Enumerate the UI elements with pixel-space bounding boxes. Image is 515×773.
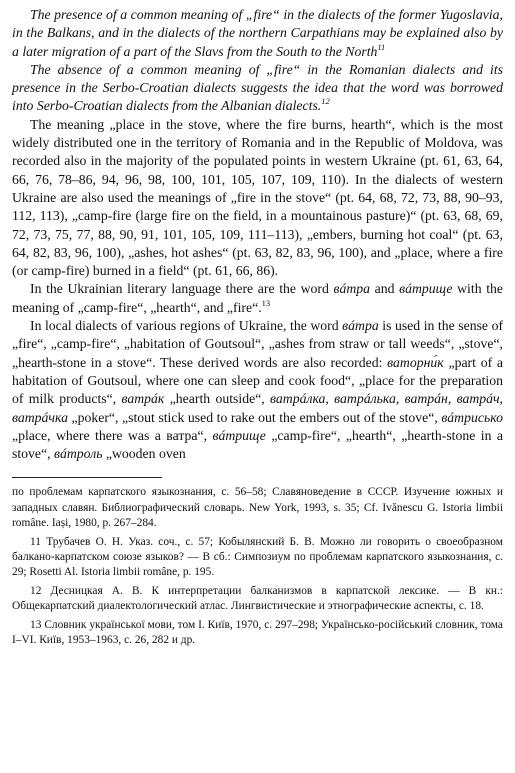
paragraph-albanian-borrowing: [12, 61, 503, 116]
footnote-text: Словник української мови, том I. Київ, 1970, с. 297–298; Українсько-російський словник, тома I–VI. Київ, 1953–1963, с. 26, 282 и др.: [12, 618, 503, 647]
footnote-13: [12, 618, 503, 649]
paragraph-text: and: [374, 281, 395, 297]
cyrillic-term: вáтрище: [212, 427, 266, 443]
cyrillic-term: вáтрисько: [441, 409, 503, 425]
paragraph-text: „part of a habitation of Goutsoul, where one can sleep and cook food“, „place for the preparation of milk products“,: [12, 354, 503, 407]
paragraph-text: „wooden oven: [105, 446, 186, 462]
paragraph-text: „hearth outside“,: [169, 391, 265, 407]
footnote-text: по проблемам карпатского языкознания, с. 56–58; Славяноведение в СССР. Изучение южных и западных славян. Библиографический словарь. New York, 1993, s. 35; Cf. Ivănescu G. Istoria limbii române. Iași, 1980, p. 267–284.: [12, 486, 503, 530]
paragraph-hearth-meaning: [12, 116, 503, 281]
paragraph-text: In local dialects of various regions of Ukraine, the word: [30, 318, 339, 334]
paragraph-text: The meaning „place in the stove, where the fire burns, hearth“, which is the most widely distributed one in the territory of Romania and in the Republic of Moldova, was recorded also in the majority of the populated points in western Ukraine (pt. 61, 63, 64, 66, 76, 78–86, 94, 96, 98, 100, 101, 105, 107, 109, 110). In the dialects of western Ukraine are also used the meanings of „fire in the stove“ (pt. 64, 68, 72, 73, 88, 90–93, 112, 113), „camp-fire (large fire on the field, in a mountainous pasture)“ (pt. 63, 68, 69, 72, 73, 75, 77, 88, 90, 91, 101, 105, 109, 111–113), „embers, burning hot coal“ (pt. 63, 64, 82, 83, 96, 100), „ashes, hot ashes“ (pt. 63, 82, 83, 96, 100), and „place, where a fire (or camp-fire) burned in a field“ (pt. 61, 66, 86).: [12, 116, 503, 279]
cyrillic-term: ваторни́к: [387, 354, 444, 370]
footnote-ref[interactable]: 12: [321, 96, 330, 107]
footnote-divider: [12, 477, 162, 478]
paragraph-text: In the Ukrainian literary language there are the word: [30, 281, 329, 297]
footnote-text: Трубачев О. Н. Указ. соч., с. 57; Кобылянский Б. В. Можно ли говорить о своеобразном балкано-карпатском союзе языков? — В сб.: Симпозиум по проблемам карпатского языкознания, с. 29; Rosetti Al. Istoria limbii române, p. 195.: [12, 535, 503, 579]
paragraph-local-dialects: [12, 317, 503, 463]
paragraph-text: The absence of a common meaning of „fire“ in the Romanian dialects and its presence in the Serbo-Croatian dialects suggests the idea that the word was borrowed into Serbo-Croatian dialects from the Albanian dialects.: [12, 61, 503, 114]
footnote-continuation: [12, 485, 503, 531]
paragraph-text: with the meaning of „camp-fire“, „hearth“, and „fire“.: [12, 281, 503, 315]
cyrillic-term: вáтра: [333, 281, 371, 297]
paragraph-literary-language: [12, 280, 503, 317]
footnote-11: [12, 535, 503, 581]
paragraph-text: „camp-fire“, „hearth“, „hearth-stone in a stove“,: [12, 427, 504, 462]
paragraph-text: The presence of a common meaning of „fire“ in the dialects of the former Yugoslavia, in the Balkans, and in the dialects of the northern Carpathians may be explained also by a later migration of a part of the Slavs from the South to the North: [12, 7, 503, 59]
footnote-number: 11: [30, 535, 41, 548]
cyrillic-term: вáтроль: [54, 446, 103, 462]
footnote-12: [12, 584, 503, 615]
footnote-number: 13: [30, 618, 42, 631]
paragraph-slav-migration: [12, 6, 503, 61]
paragraph-text: is used in the sense of „fire“, „camp-fire“, „habitation of Goutsoul“, „ashes from straw or tall weeds“, „stove“, „hearth-stone in a stove“. These derived words are also recorded:: [12, 318, 504, 370]
paragraph-text: „place, where there was a ватра“,: [12, 427, 208, 443]
cyrillic-term: ватрáлка, ватрáлька, ватрáн, ватрáч, ватрáчка: [12, 391, 503, 425]
footnote-ref[interactable]: 11: [377, 41, 386, 52]
footnote-number: 12: [30, 584, 42, 597]
paragraph-text: „poker“, „stout stick used to rake out the embers out of the stove“,: [71, 409, 438, 425]
cyrillic-term: ватрáк: [121, 391, 165, 407]
cyrillic-term: вáтра: [342, 318, 379, 334]
footnote-ref[interactable]: 13: [261, 297, 271, 308]
footnote-text: Десницкая А. В. К интерпретации балканизмов в карпатской лексике. — В кн.: Общекарпатский диалектологический атлас. Лингвистические и этнографические аспекты, с. 18.: [12, 584, 503, 613]
cyrillic-term: вáтрище: [399, 281, 453, 297]
